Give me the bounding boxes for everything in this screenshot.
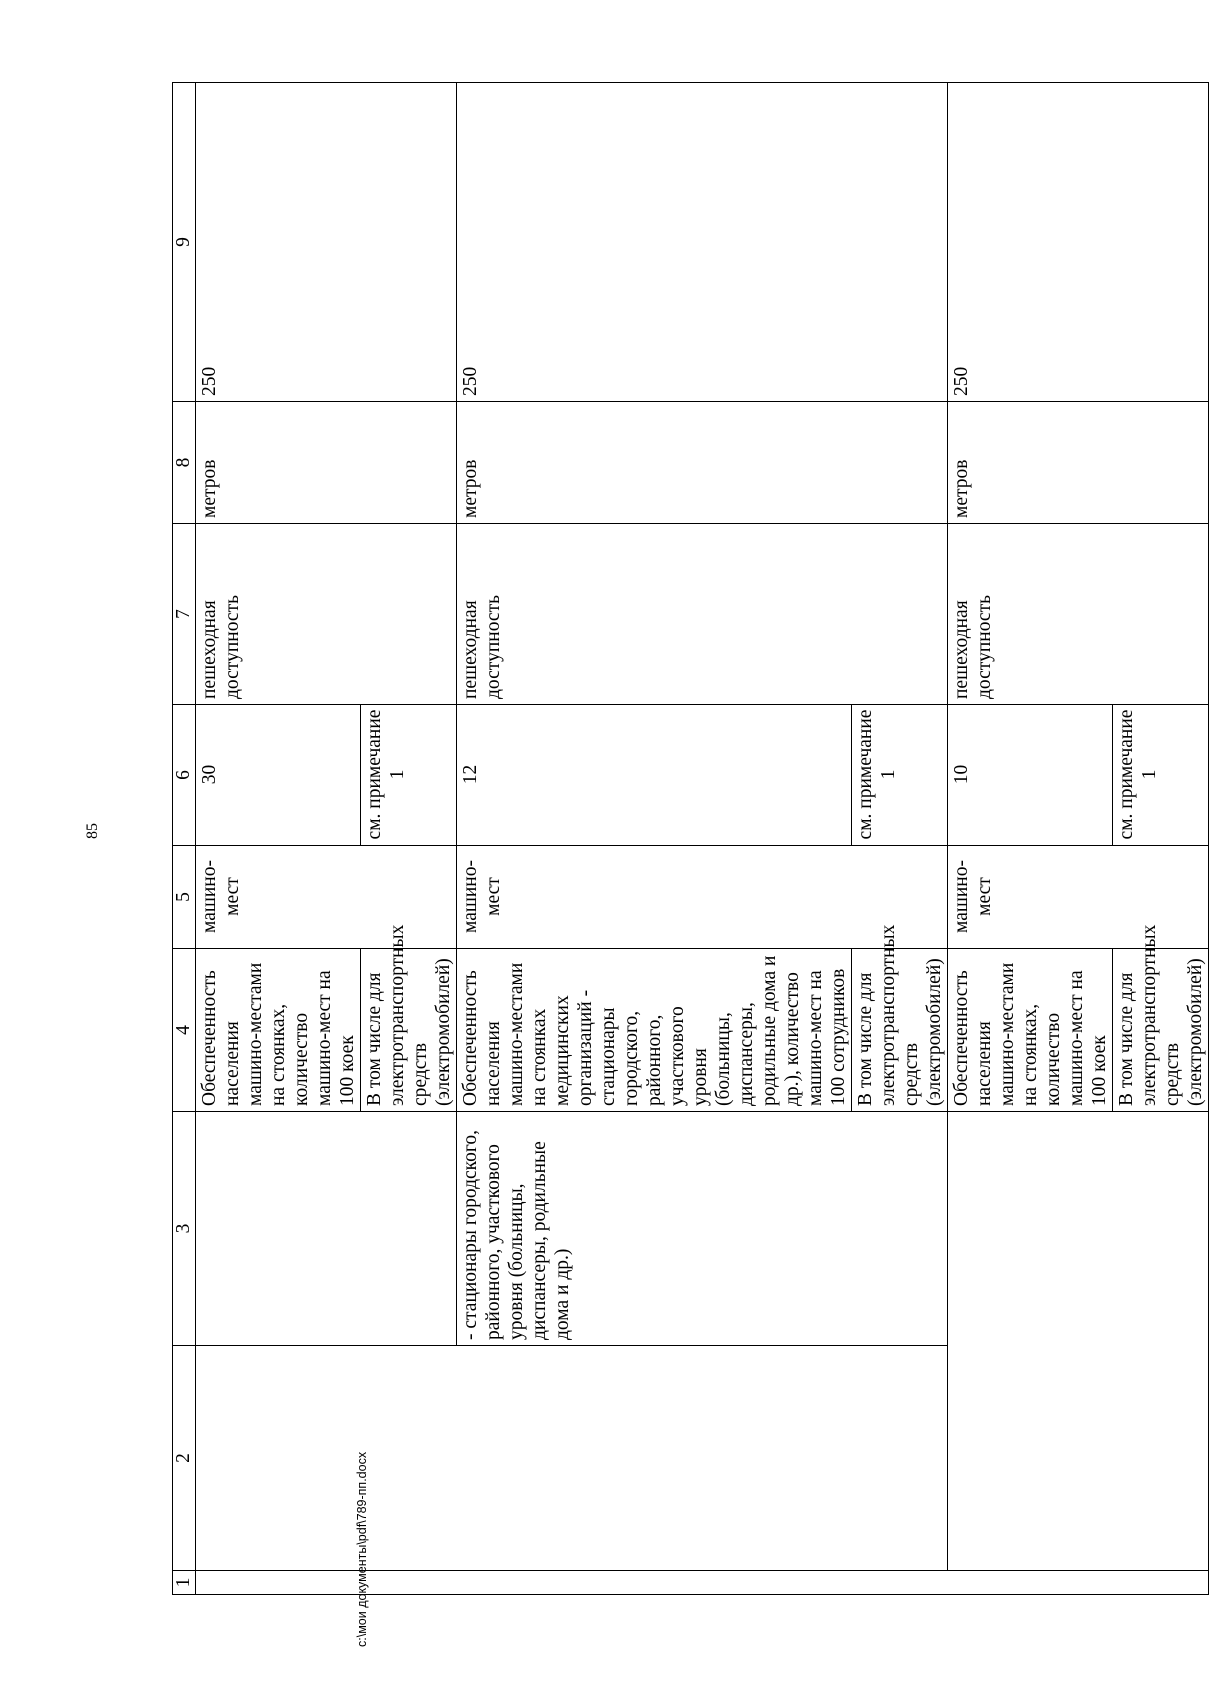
table-row [948,83,1113,1595]
row2-dist-unit: метров [457,402,948,524]
row2-object: - стационары городского, районного, участкового уровня (больницы, диспансеры, родильные дома и др.) [457,1112,948,1346]
header-col-2: 2 [173,1346,196,1571]
row2-value: 12 [457,705,852,846]
page-number: 85 [84,823,101,839]
header-row [173,83,196,1595]
header-col-9: 9 [173,83,196,402]
col2-cell [196,1346,948,1571]
rotated-table-container [172,83,1206,1595]
header-col-3: 3 [173,1112,196,1346]
col2-3-cell [948,1112,1209,1571]
row1-distance: 250 [196,83,457,402]
row3-sub-indicator: В том числе для электротранспортных средств (электромобилей) [1113,949,1209,1112]
row2-unit: машино-мест [457,846,948,949]
footer-file-path: c:\мои документы\pdf\789-пп.docx [355,1451,369,1647]
header-col-8: 8 [173,402,196,524]
table-row [196,83,361,1595]
parking-norms-table [172,82,1209,1595]
row1-unit: машино-мест [196,846,457,949]
header-col-1: 1 [173,1571,196,1595]
row2-sub-indicator: В том числе для электротранспортных средств (электромобилей) [852,949,948,1112]
col3-cell [196,1112,457,1346]
row1-sub-indicator: В том числе для электротранспортных средств (электромобилей) [361,949,457,1112]
row3-distance: 250 [948,83,1209,402]
row3-value: 10 [948,705,1113,846]
header-col-5: 5 [173,846,196,949]
row2-indicator: Обеспеченность населения машино-местами на стоянках медицинских организаций - стационары городского, районного, участкового уровня (больницы, диспансеры, родильные дома и др.), количество машино-мест на 100 сотрудников [457,949,852,1112]
row2-access: пешеходная доступность [457,524,948,705]
row3-sub-value: см. примечание 1 [1113,705,1209,846]
header-col-4: 4 [173,949,196,1112]
row1-dist-unit: метров [196,402,457,524]
row2-distance: 250 [457,83,948,402]
col1-cell [196,1571,1209,1595]
row3-indicator: Обеспеченность населения машино-местами на стоянках, количество машино-мест на 100 коек [948,949,1113,1112]
header-col-6: 6 [173,705,196,846]
header-col-7: 7 [173,524,196,705]
row3-unit: машино-мест [948,846,1209,949]
row3-access: пешеходная доступность [948,524,1209,705]
row1-access: пешеходная доступность [196,524,457,705]
row2-sub-value: см. примечание 1 [852,705,948,846]
row1-indicator: Обеспеченность населения машино-местами на стоянках, количество машино-мест на 100 коек [196,949,361,1112]
row1-value: 30 [196,705,361,846]
row3-dist-unit: метров [948,402,1209,524]
row1-sub-value: см. примечание 1 [361,705,457,846]
